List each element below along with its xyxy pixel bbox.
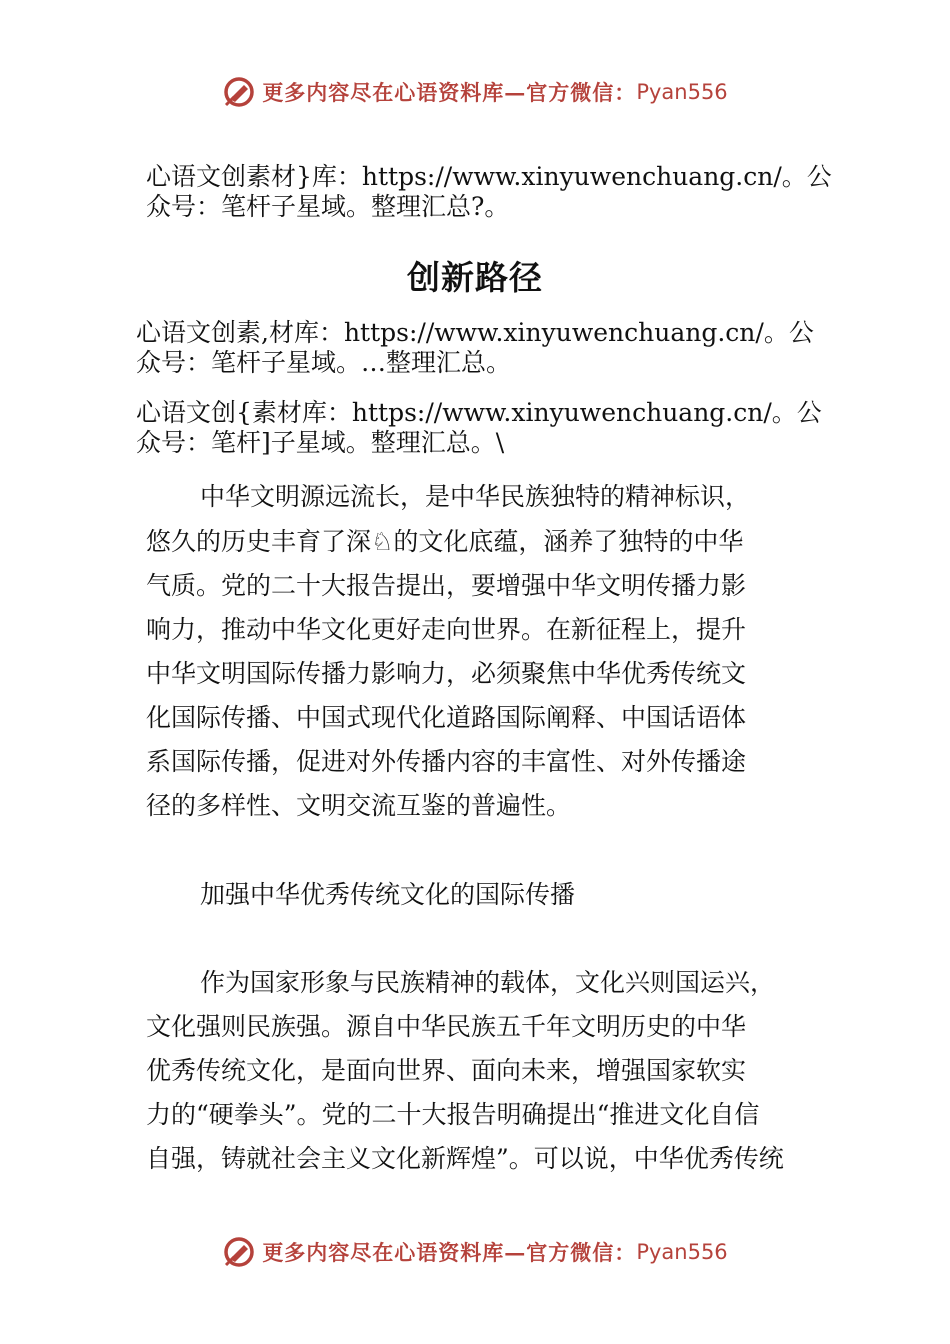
paragraph-line: 文化强则民族强。源自中华民族五千年文明历史的中华: [146, 1012, 747, 1041]
promo-line: 心语文创{素材库：https://www.xinyuwenchuang.cn/。公: [136, 398, 822, 427]
wechat-id: Pyan556: [636, 1240, 728, 1264]
paragraph-line: 悠久的历史丰育了深♘的文化底蕴，涵养了独特的中华: [146, 527, 744, 556]
promo-line: 心语文创素材}库：https://www.xinyuwenchuang.cn/。公: [146, 162, 832, 191]
paragraph-line: 化国际传播、中国式现代化道路国际阐释、中国话语体: [146, 703, 747, 732]
paragraph-line: 径的多样性、文明交流互鉴的普遍性。: [146, 791, 572, 820]
brush-stroke-logo-icon: [222, 1235, 256, 1269]
paragraph-line: 自强，铸就社会主义文化新辉煌”。可以说，中华优秀传统: [146, 1144, 784, 1173]
banner-text: 更多内容尽在心语资料库—官方微信：: [262, 80, 637, 105]
footer-banner: [0, 1234, 950, 1270]
paragraph-line: 气质。党的二十大报告提出，要增强中华文明传播力影: [146, 571, 747, 600]
promo-line: 众号：笔杆子星域。整理汇总?。: [146, 192, 510, 221]
promo-line: 众号：笔杆子星域。…整理汇总。: [136, 348, 512, 377]
wechat-id: Pyan556: [636, 80, 728, 104]
paragraph-line: 力的“硬拳头”。党的二十大报告明确提出“推进文化自信: [146, 1100, 760, 1129]
paragraph-line: 中华文明源远流长，是中华民族独特的精神标识，: [200, 482, 751, 511]
section-heading: 加强中华优秀传统文化的国际传播: [200, 880, 576, 909]
promo-line: 众号：笔杆]子星域。整理汇总。\: [136, 428, 505, 457]
banner-text: 更多内容尽在心语资料库—官方微信：: [262, 1240, 637, 1265]
paragraph-line: 优秀传统文化，是面向世界、面向未来，增强国家软实: [146, 1056, 747, 1085]
promo-line: 心语文创素,材库：https://www.xinyuwenchuang.cn/。公: [136, 318, 814, 347]
page-title: 创新路径: [407, 258, 543, 297]
brush-stroke-logo-icon: [222, 75, 256, 109]
header-banner: [0, 74, 950, 110]
paragraph-line: 系国际传播，促进对外传播内容的丰富性、对外传播途: [146, 747, 747, 776]
paragraph-line: 中华文明国际传播力影响力，必须聚焦中华优秀传统文: [146, 659, 747, 688]
paragraph-line: 响力，推动中华文化更好走向世界。在新征程上，提升: [146, 615, 747, 644]
paragraph-line: 作为国家形象与民族精神的载体，文化兴则国运兴，: [200, 968, 776, 997]
